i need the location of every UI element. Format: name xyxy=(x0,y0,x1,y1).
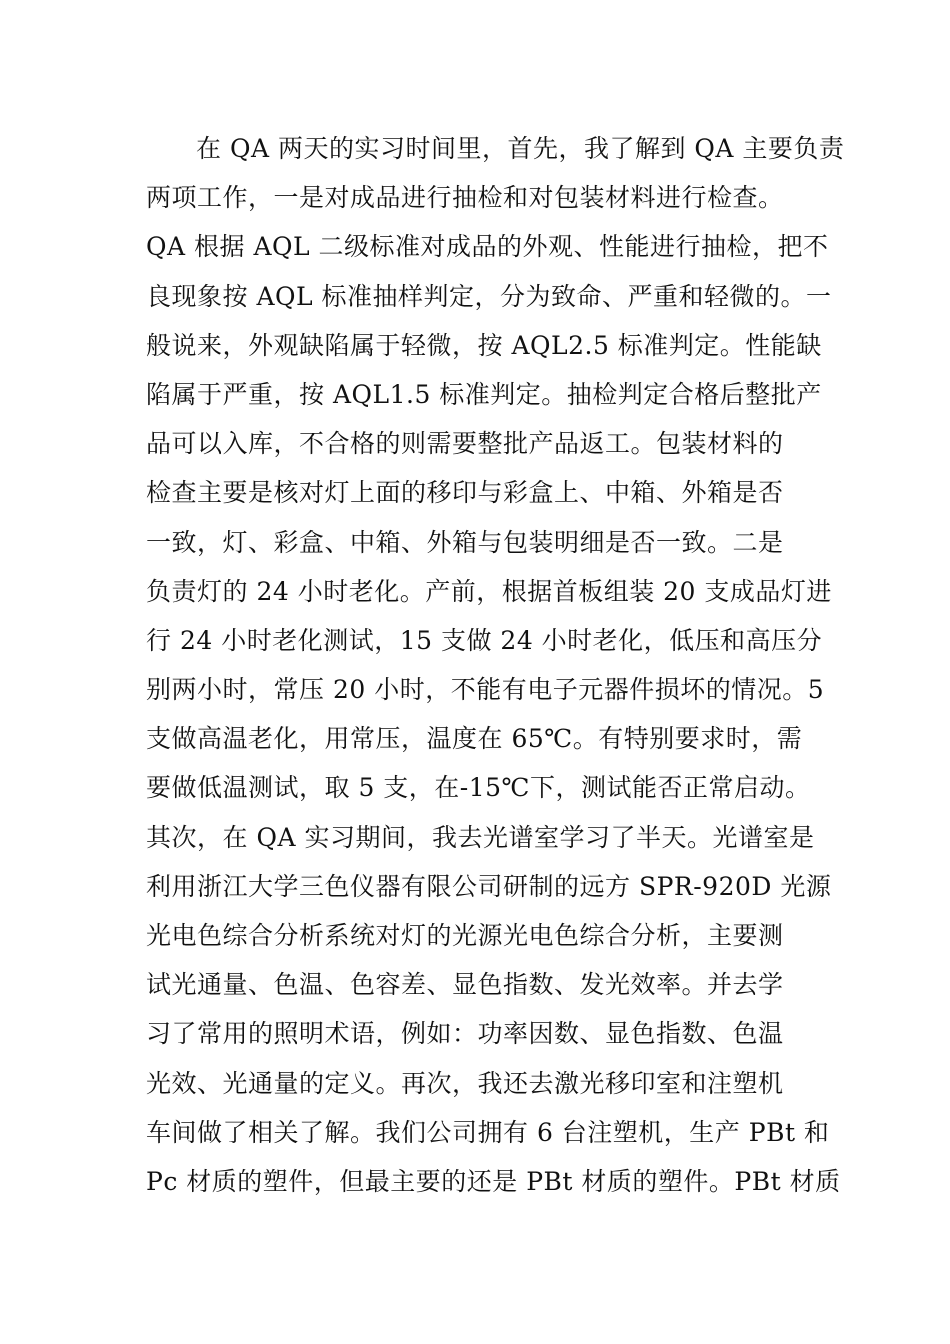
text-line: 在 QA 两天的实习时间里，首先，我了解到 QA 主要负责 xyxy=(196,134,845,163)
text-line: 其次，在 QA 实习期间，我去光谱室学习了半天。光谱室是 xyxy=(146,822,815,852)
text-line: 陷属于严重，按 AQL1.5 标准判定。抽检判定合格后整批产 xyxy=(146,379,822,409)
text-line: 两项工作，一是对成品进行抽检和对包装材料进行检查。 xyxy=(146,183,784,213)
text-line: 般说来，外观缺陷属于轻微，按 AQL2.5 标准判定。性能缺 xyxy=(146,330,822,360)
text-line: 别两小时，常压 20 小时，不能有电子元器件损坏的情况。5 xyxy=(146,675,825,705)
text-line: 试光通量、色温、色容差、显色指数、发光效率。并去学 xyxy=(146,970,784,1000)
text-line: 车间做了相关了解。我们公司拥有 6 台注塑机，生产 PBt 和 xyxy=(146,1117,830,1147)
text-line: 光电色综合分析系统对灯的光源光电色综合分析，主要测 xyxy=(146,921,784,950)
text-line: 一致，灯、彩盒、中箱、外箱与包装明细是否一致。二是 xyxy=(146,527,784,557)
text-line: 光效、光通量的定义。再次，我还去激光移印室和注塑机 xyxy=(146,1068,784,1098)
text-line: 习了常用的照明术语，例如：功率因数、显色指数、色温 xyxy=(146,1019,784,1049)
text-line: 支做高温老化，用常压，温度在 65℃。有特别要求时，需 xyxy=(146,724,803,754)
text-line: Pc 材质的塑件，但最主要的还是 PBt 材质的塑件。PBt 材质 xyxy=(146,1166,841,1196)
text-line: 品可以入库，不合格的则需要整批产品返工。包装材料的 xyxy=(146,429,784,459)
text-line: 检查主要是核对灯上面的移印与彩盒上、中箱、外箱是否 xyxy=(146,478,784,508)
text-line: 利用浙江大学三色仪器有限公司研制的远方 SPR-920D 光源 xyxy=(146,871,832,901)
text-line: 良现象按 AQL 标准抽样判定，分为致命、严重和轻微的。一 xyxy=(146,281,832,311)
text-line: QA 根据 AQL 二级标准对成品的外观、性能进行抽检，把不 xyxy=(146,232,829,262)
text-line: 负责灯的 24 小时老化。产前，根据首板组装 20 支成品灯进 xyxy=(146,576,832,606)
text-line: 要做低温测试，取 5 支，在-15℃下，测试能否正常启动。 xyxy=(146,773,811,803)
body-paragraph xyxy=(146,124,845,1206)
text-line: 行 24 小时老化测试，15 支做 24 小时老化，低压和高压分 xyxy=(146,625,823,655)
